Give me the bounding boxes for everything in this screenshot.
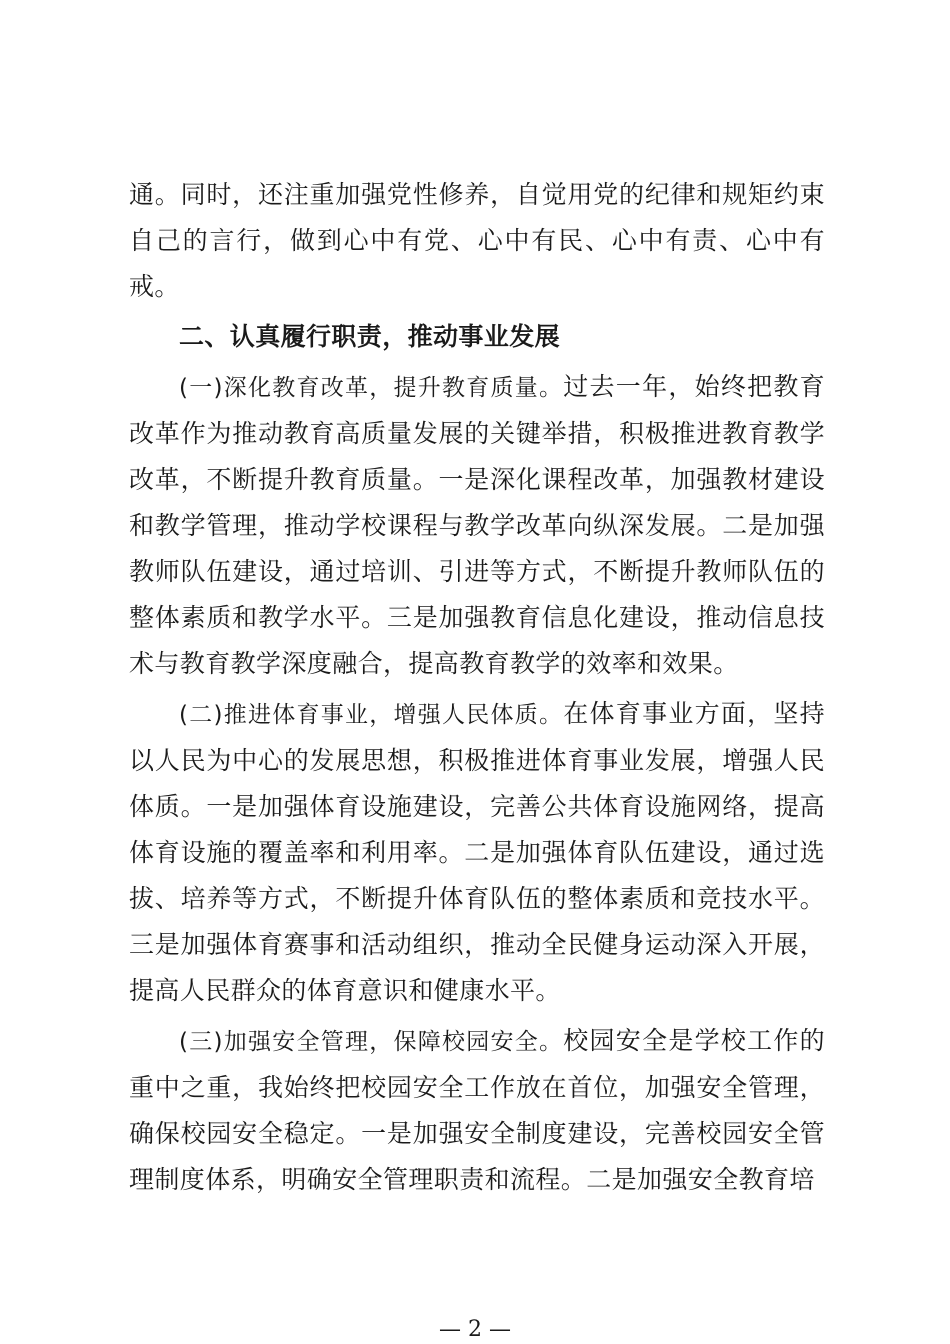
paragraph-text-3: 校园安全是学校工作的重中之重，我始终把校园安全工作放在首位，加强安全管理，确保校园安全稳定。一是加强安全制度建设，完善校园安全管理制度体系，明确安全管理职责和流程。二是加强安全教育培 [129, 1026, 825, 1194]
paragraph-sports [129, 691, 825, 1014]
subsection-label-2: (二)推进体育事业，增强人民体质。 [179, 702, 564, 728]
subsection-label-3: (三)加强安全管理，保障校园安全。 [179, 1029, 564, 1055]
subsection-label-1: (一)深化教育改革，提升教育质量。 [179, 375, 564, 401]
page-number: — 2 — [439, 1317, 511, 1342]
section-heading: 二、认真履行职责，推动事业发展 [179, 322, 561, 351]
paragraph-continued: 通。同时，还注重加强党性修养，自觉用党的纪律和规矩约束自己的言行，做到心中有党、心中有民、心中有责、心中有戒。 [129, 180, 825, 301]
paragraph-text-2: 在体育事业方面，坚持以人民为中心的发展思想，积极推进体育事业发展，增强人民体质。一是加强体育设施建设，完善公共体育设施网络，提高体育设施的覆盖率和利用率。二是加强体育队伍建设，通过选拔、培养等方式，不断提升体育队伍的整体素质和竞技水平。三是加强体育赛事和活动组织，推动全民健身运动深入开展，提高人民群众的体育意识和健康水平。 [129, 699, 825, 1005]
paragraph-text-1: 过去一年，始终把教育改革作为推动教育高质量发展的关键举措，积极推进教育教学改革，不断提升教育质量。一是深化课程改革，加强教材建设和教学管理，推动学校课程与教学改革向纵深发展。二是加强教师队伍建设，通过培训、引进等方式，不断提升教师队伍的整体素质和教学水平。三是加强教育信息化建设，推动信息技术与教育教学深度融合，提高教育教学的效率和效果。 [129, 372, 825, 678]
paragraph-education-reform [129, 364, 825, 687]
paragraph-safety [129, 1018, 825, 1203]
document-body [129, 172, 825, 1207]
